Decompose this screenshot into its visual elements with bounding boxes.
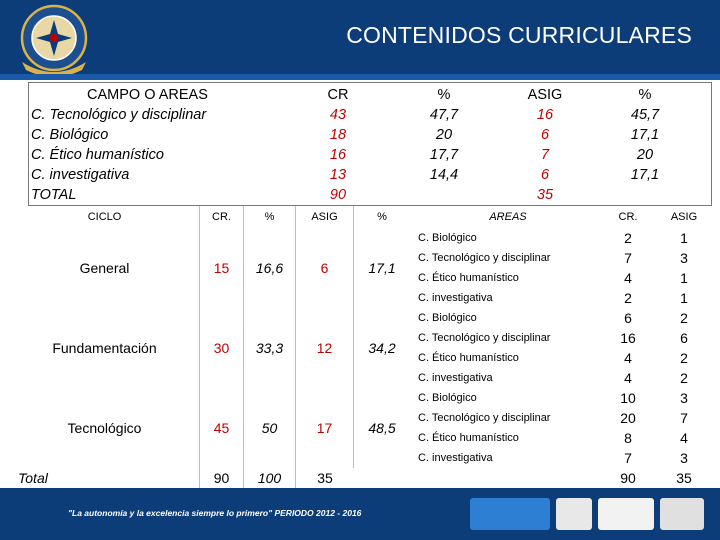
summary-header-cr: CR (327, 87, 349, 103)
area-cr: 7 (624, 250, 632, 266)
area-asig: 2 (680, 370, 688, 386)
area-cr: 4 (624, 270, 632, 286)
summary-header-pct2: % (638, 87, 652, 103)
page-title: CONTENIDOS CURRICULARES (346, 22, 692, 48)
summary-cell: C. investigativa (31, 167, 130, 183)
summary-col-asig (523, 85, 567, 205)
summary-cell: C. Biológico (31, 127, 109, 143)
summary-cell: 6 (540, 127, 550, 143)
total-asig: 35 (317, 470, 333, 486)
area-cr: 4 (624, 370, 632, 386)
ciclo-asig: 6 (296, 228, 354, 308)
area-cr: 10 (620, 390, 636, 406)
ciclo-cr: 45 (200, 388, 244, 468)
area-cr: 8 (624, 430, 632, 446)
ciclo-pct2: 17,1 (368, 260, 396, 276)
ciclo-table (10, 206, 410, 488)
area-asig: 3 (680, 390, 688, 406)
summary-cell: 16 (329, 147, 347, 163)
summary-cell: 17,1 (630, 167, 660, 183)
area-item: C. investigativa (418, 452, 493, 464)
area-item: C. Biológico (418, 312, 477, 324)
summary-cell: 90 (329, 187, 347, 203)
summary-cell: 47,7 (429, 107, 459, 123)
ciclo-pct: 16,6 (244, 228, 296, 308)
summary-cell: 14,4 (429, 167, 459, 183)
ciclo-asig: 17 (296, 388, 354, 468)
area-item: C. Biológico (418, 232, 477, 244)
summary-col-areas (31, 85, 208, 205)
area-item: C. Biológico (418, 392, 477, 404)
header-cr: CR. (200, 206, 244, 228)
summary-col-cr (325, 85, 351, 205)
area-cr: 20 (620, 410, 636, 426)
summary-header-pct: % (437, 87, 451, 103)
summary-cell: 6 (540, 167, 550, 183)
area-asig: 1 (680, 270, 688, 286)
summary-cell: 16 (536, 107, 554, 123)
area-item: C. Ético humanístico (418, 432, 519, 444)
header-band (0, 0, 720, 80)
area-item: C. Tecnológico y disciplinar (418, 252, 551, 264)
certification-seal-icon (556, 498, 592, 530)
ciclo-name: Fundamentación (10, 308, 200, 388)
area-values (606, 206, 716, 488)
university-seal-icon (8, 2, 100, 78)
summary-cell: C. Tecnológico y disciplinar (31, 107, 207, 123)
area-item: C. Ético humanístico (418, 272, 519, 284)
area-asig: 2 (680, 350, 688, 366)
ciclo-asig: 12 (296, 308, 354, 388)
header-pct2: % (377, 211, 387, 223)
area-cr: 7 (624, 450, 632, 466)
header-stripe (0, 74, 720, 80)
header-asig: ASIG (296, 206, 354, 228)
summary-cell: 18 (329, 127, 347, 143)
area-cr: 6 (624, 310, 632, 326)
area-asig: 3 (680, 450, 688, 466)
summary-cell: 20 (435, 127, 453, 143)
header-area-asig: ASIG (670, 211, 698, 223)
footer-slogan: "La autonomía y la excelencia siempre lo primero" PERIODO 2012 - 2016 (68, 508, 362, 518)
area-item: C. investigativa (418, 292, 493, 304)
summary-cell: 17,1 (630, 127, 660, 143)
area-asig-total: 35 (676, 470, 692, 486)
area-item: C. investigativa (418, 372, 493, 384)
header-area-cr: CR. (618, 211, 638, 223)
summary-cell: 13 (329, 167, 347, 183)
header-pct: % (244, 206, 296, 228)
area-asig: 7 (680, 410, 688, 426)
area-asig: 1 (680, 290, 688, 306)
accreditation-badge-icon (470, 498, 550, 530)
area-item: C. Tecnológico y disciplinar (418, 332, 551, 344)
area-asig: 4 (680, 430, 688, 446)
ciclo-cr: 15 (200, 228, 244, 308)
summary-cell: C. Ético humanístico (31, 147, 164, 163)
accreditation-logo-icon (598, 498, 654, 530)
total-cr: 90 (200, 468, 244, 488)
total-label: Total (10, 468, 200, 488)
ciclo-name: General (10, 228, 200, 308)
area-item: C. Ético humanístico (418, 352, 519, 364)
ciclo-pct2: 34,2 (368, 340, 396, 356)
summary-header-asig: ASIG (527, 87, 563, 103)
area-asig: 1 (680, 230, 688, 246)
footer-band (0, 488, 720, 540)
summary-col-pct2 (617, 85, 673, 185)
header-ciclo: CICLO (10, 206, 200, 228)
area-cr: 2 (624, 230, 632, 246)
area-asig: 2 (680, 310, 688, 326)
summary-table (28, 82, 712, 206)
summary-cell: 20 (636, 147, 654, 163)
total-pct: 100 (244, 468, 296, 488)
area-asig: 3 (680, 250, 688, 266)
area-cr: 16 (620, 330, 636, 346)
area-cr: 2 (624, 290, 632, 306)
summary-col-pct (419, 85, 469, 185)
areas-column (410, 206, 606, 488)
summary-cell: TOTAL (31, 187, 77, 203)
ciclo-pct: 33,3 (244, 308, 296, 388)
area-cr-total: 90 (620, 470, 636, 486)
quality-seal-icon (660, 498, 704, 530)
ciclo-cr: 30 (200, 308, 244, 388)
ciclo-pct: 50 (244, 388, 296, 468)
summary-header-areas: CAMPO O AREAS (87, 87, 208, 103)
area-asig: 6 (680, 330, 688, 346)
ciclo-pct2: 48,5 (368, 420, 396, 436)
summary-cell: 17,7 (429, 147, 459, 163)
summary-cell: 7 (540, 147, 550, 163)
header-areas: AREAS (489, 211, 527, 223)
summary-cell: 45,7 (630, 107, 660, 123)
summary-cell: 43 (329, 107, 347, 123)
ciclo-name: Tecnológico (10, 388, 200, 468)
summary-cell: 35 (536, 187, 554, 203)
area-cr: 4 (624, 350, 632, 366)
area-item: C. Tecnológico y disciplinar (418, 412, 551, 424)
